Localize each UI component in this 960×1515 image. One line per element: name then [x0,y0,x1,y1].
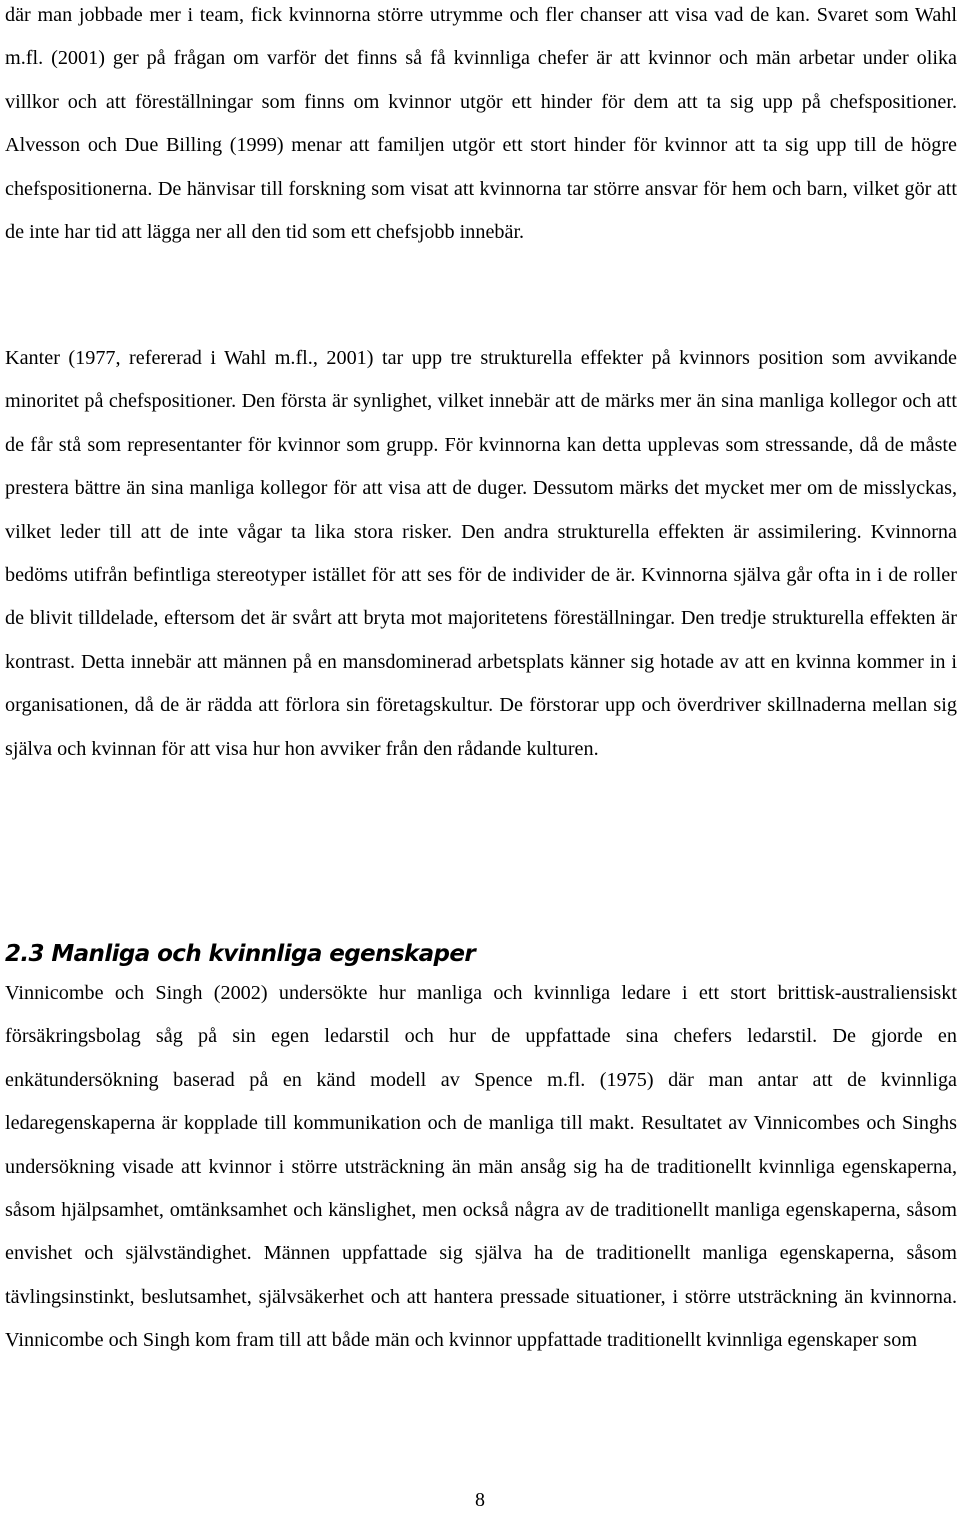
section-heading: 2.3 Manliga och kvinnliga egenskaper [5,941,476,967]
body-paragraph-2: Kanter (1977, refererad i Wahl m.fl., 2001) tar upp tre strukturella effekter på kvinnors position som avvikande minoritet på chefspositioner. Den första är synlighet, vilket innebär att de märks mer än sina manliga kollegor och att de får stå som representanter för kvinnor som grupp. För kvinnorna kan detta upplevas som stressande, då de måste prestera bättre än sina manliga kollegor för att visa att de duger. Dessutom märks det mycket mer om de misslyckas, vilket leder till att de inte vågar ta lika stora risker. Den andra strukturella effekten är assimilering. Kvinnorna bedöms utifrån befintliga stereotyper istället för att ses för de individer de är. Kvinnorna själva går ofta in i de roller de blivit tilldelade, eftersom det är svårt att bryta mot majoritetens föreställningar. Den tredje strukturella effekten är kontrast. Detta innebär att männen på en mansdominerad arbetsplats känner sig hotade av att en kvinna kommer in i organisationen, då de är rädda att förlora sin företagskultur. De förstorar upp och överdriver skillnaderna mellan sig själva och kvinnan för att visa hur hon avviker från den rådande kulturen. [5,347,957,760]
body-paragraph-1: där man jobbade mer i team, fick kvinnorna större utrymme och fler chanser att visa vad de kan. Svaret som Wahl m.fl. (2001) ger på frågan om varför det finns så få kvinnliga chefer är att kvinnor och män arbetar under olika villkor och att föreställningar som finns om kvinnor utgör ett hinder för dem att ta sig upp på chefspositioner. Alvesson och Due Billing (1999) menar att familjen utgör ett stort hinder för kvinnor att ta sig upp till de högre chefspositionerna. De hänvisar till forskning som visat att kvinnorna tar större ansvar för hem och barn, vilket gör att de inte har tid att lägga ner all den tid som ett chefsjobb innebär. [5,4,957,244]
page-number: 8 [475,1489,485,1511]
body-paragraph-3: Vinnicombe och Singh (2002) undersökte hur manliga och kvinnliga ledare i ett stort brittisk-australiensiskt försäkringsbolag såg på sin egen ledarstil och hur de uppfattade sina chefers ledarstil. De gjorde en enkätundersökning baserad på en känd modell av Spence m.fl. (1975) där man antar att de kvinnliga ledaregenskaperna är kopplade till kommunikation och de manliga till makt. Resultatet av Vinnicombes och Singhs undersökning visade att kvinnor i större utsträckning än män ansåg sig ha de traditionellt kvinnliga egenskaperna, såsom hjälpsamhet, omtänksamhet och känslighet, men också några av de traditionellt manliga egenskaperna, såsom envishet och självständighet. Männen uppfattade sig själva ha de traditionellt manliga egenskaperna, såsom tävlingsinstinkt, beslutsamhet, självsäkerhet och att hantera pressade situationer, i större utsträckning än kvinnorna. Vinnicombe och Singh kom fram till att både män och kvinnor uppfattade traditionellt kvinnliga egenskaper som [5,982,957,1352]
